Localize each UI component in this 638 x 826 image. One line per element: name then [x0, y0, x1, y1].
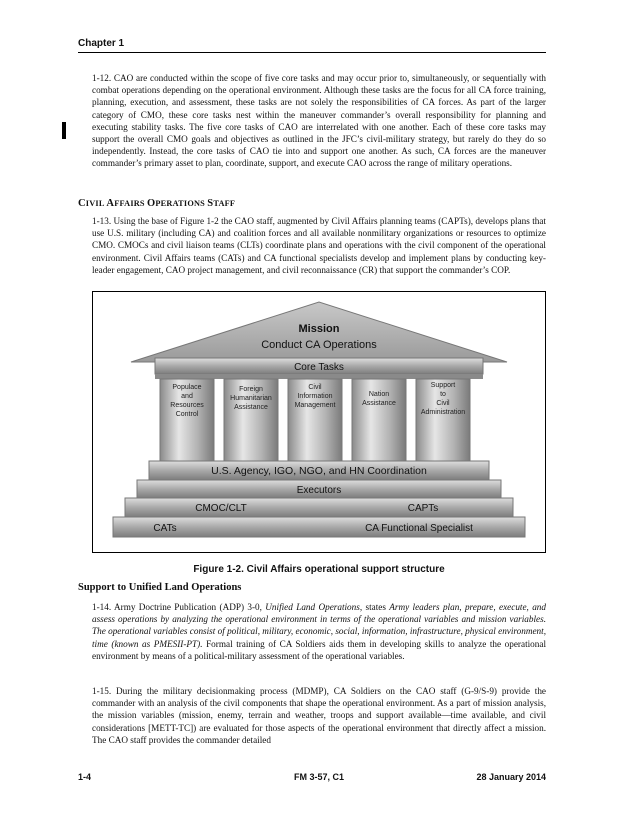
paragraph-1-12: 1-12. CAO are conducted within the scope of five core tasks and may occur prior to, simultaneously, or sequentially with combat operations depending on the operational environment. Although these tasks are the focus for all CA force training, planning, execution, and assessment, these tasks are not solely the responsibilities of CA forces. As part of the larger category of CMO, these core tasks nest within the maneuver commander’s overall responsibility for planning and executing stability tasks. The five core tasks of CAO are interrelated with one another. Each of these core tasks may support the overall CMO goals and objectives as outlined in the JFC’s civil-military strategy, but rarely do they do so independently. Instead, the core tasks of CAO tie into and support one another. As such, CA forces are the maneuver commander’s primary asset to plan, coordinate, support, and execute CAO across the range of military operations. — [92, 73, 546, 169]
pillar — [160, 379, 214, 461]
section-heading: CIVIL AFFAIRS OPERATIONS STAFF — [78, 198, 236, 209]
roof-title: Mission — [298, 323, 340, 335]
paragraph-1-14: 1-14. Army Doctrine Publication (ADP) 3-0, Unified Land Operations, states Army leaders plan, prepare, execute, and assess operations by analyzing the operational environment in terms of the operational variables and mission variables. The operational variables consist of political, military, economic, social, information, infrastructure, physical environment, time (known as PMESII-PT). Formal training of CA Soldiers aids them in developing skills to analyze the operational environment by means of a political-military assessment of the operational variables. — [92, 602, 546, 661]
pillars — [160, 379, 470, 461]
pillar-label: and — [181, 393, 193, 400]
pillar-label: Humanitarian — [230, 395, 272, 402]
pillar-label: Civil — [308, 384, 322, 391]
pillar-label: Management — [294, 402, 336, 409]
step-executors-label: Executors — [296, 485, 342, 496]
step-cmoc-capts — [125, 498, 513, 517]
step-capts-label: CAPTs — [407, 503, 439, 514]
footer-publication: FM 3-57, C1 — [293, 772, 344, 782]
figure-caption: Figure 1-2. Civil Affairs operational support structure — [193, 564, 445, 575]
change-bar — [62, 122, 66, 139]
pillar-label: Assistance — [362, 400, 396, 407]
subsection-heading: Support to Unified Land Operations — [78, 582, 242, 593]
figure-box — [92, 291, 546, 553]
paragraph-1-15: 1-15. During the military decisionmaking process (MDMP), CA Soldiers on the CAO staff (G-9/S-9) provide the commander with an analysis of the civil components that shape the operational environment. As a part of mission analysis, the mission variables (mission, enemy, terrain and weather, troops and support available—time available, and civil considerations [METT-TC]) are evaluated for those aspects of the operational environment that directly affect a mission. The CAO staff provides the commander detailed — [92, 686, 546, 745]
pillar-label: Administration — [420, 409, 466, 416]
capital-strip — [155, 374, 483, 379]
pillar — [288, 379, 342, 461]
chapter-header: Chapter 1 — [78, 38, 125, 49]
pillar-label: Populace — [172, 384, 202, 391]
pillar-label: Information — [297, 393, 333, 400]
step-specialist-label: CA Functional Specialist — [365, 523, 473, 534]
pillar-label: Resources — [170, 402, 204, 409]
roof-subtitle: Conduct CA Operations — [261, 339, 377, 351]
pillar-label: Foreign — [239, 386, 263, 393]
footer-date: 28 January 2014 — [476, 772, 546, 782]
pillar-label: Nation — [368, 391, 390, 398]
pillar-label: Civil — [436, 400, 450, 407]
pillar-label: Assistance — [234, 404, 268, 411]
pillar-label: Control — [175, 411, 199, 418]
core-tasks-label: Core Tasks — [294, 362, 344, 373]
step-coordination-label: U.S. Agency, IGO, NGO, and HN Coordination — [211, 465, 427, 477]
step-cats-label: CATs — [153, 523, 177, 534]
pillar-label: Support — [430, 382, 456, 389]
paragraph-1-13: 1-13. Using the base of Figure 1-2 the CAO staff, augmented by Civil Affairs planning teams (CAPTs), develops plans that use U.S. military (including CA) and coalition forces and all available nonmilitary organizations or resources to optimize CMO. CMOCs and civil liaison teams (CLTs) coordinate plans and operations with the civil component of the operational environment. Civil Affairs teams (CATs) and CA functional specialists develop and implement plans by conducting key-leader engagement, CAO project management, and civil reconnaissance (CR) that support the commander’s COP. — [92, 216, 546, 275]
footer-page-number: 1-4 — [78, 772, 92, 782]
temple-diagram — [93, 292, 545, 552]
pillar-label: to — [440, 391, 446, 398]
header-rule — [78, 52, 546, 53]
step-cmoc-label: CMOC/CLT — [195, 503, 247, 514]
